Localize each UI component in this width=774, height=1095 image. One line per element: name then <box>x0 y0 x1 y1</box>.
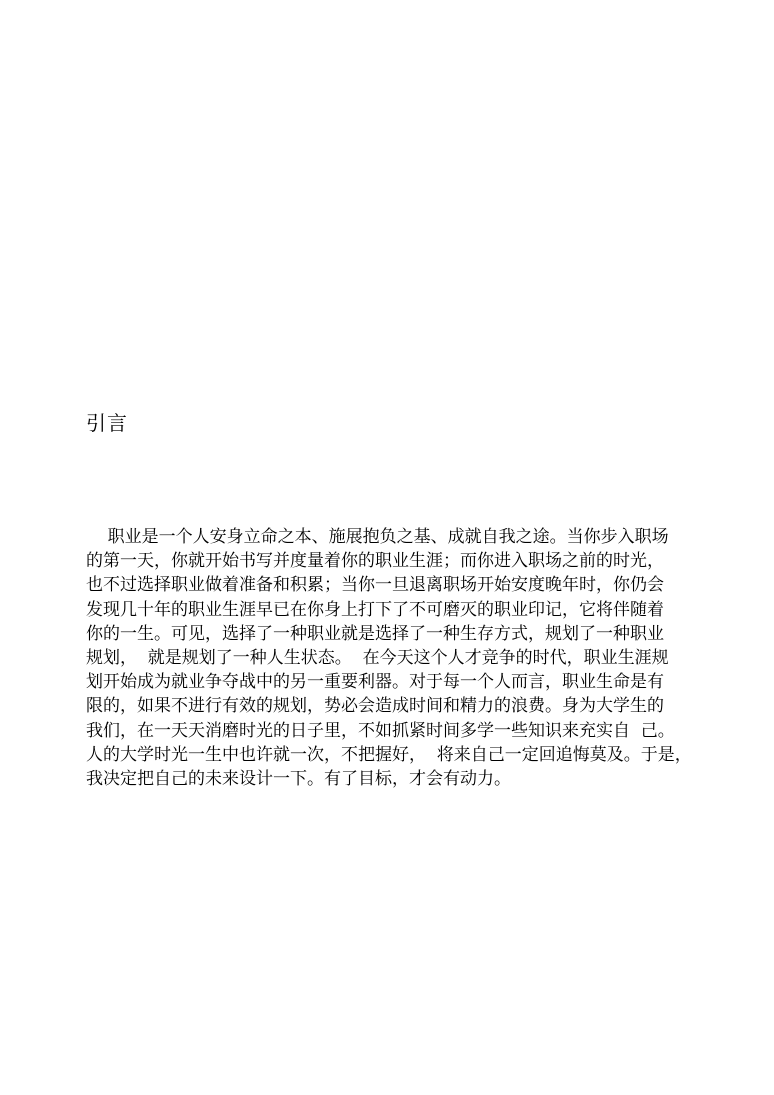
paragraph-line: 我决定把自己的未来设计一下。有了目标，才会有动力。 <box>86 769 511 790</box>
paragraph-line: 你的一生。可见，选择了一种职业就是选择了一种生存方式，规划了一种职业 <box>86 623 664 644</box>
body-paragraph <box>86 525 698 791</box>
paragraph-line: 划开始成为就业争夺战中的另一重要利器。对于每一个人而言，职业生命是有 <box>86 672 664 693</box>
paragraph-line: 限的，如果不进行有效的规划，势必会造成时间和精力的浪费。身为大学生的 <box>86 696 664 717</box>
paragraph-line: 我们，在一天天消磨时光的日子里，不如抓紧时间多学一些知识来充实自 己。 <box>86 720 675 741</box>
paragraph-line: 也不过选择职业做着准备和积累；当你一旦退离职场开始安度晚年时，你仍会 <box>86 575 664 596</box>
paragraph-line: 发现几十年的职业生涯早已在你身上打下了不可磨灭的职业印记，它将伴随着 <box>86 599 664 620</box>
paragraph-line: 职业是一个人安身立命之本、施展抱负之基、成就自我之途。当你步入职场 <box>86 527 669 547</box>
section-heading: 引言 <box>86 411 128 435</box>
paragraph-line: 人的大学时光一生中也许就一次，不把握好， 将来自己一定回追悔莫及。于是， <box>86 744 692 765</box>
paragraph-line: 规划， 就是规划了一种人生状态。 在今天这个人才竞争的时代，职业生涯规 <box>86 648 669 669</box>
paragraph-line: 的第一天，你就开始书写并度量着你的职业生涯；而你进入职场之前的时光， <box>86 551 664 572</box>
